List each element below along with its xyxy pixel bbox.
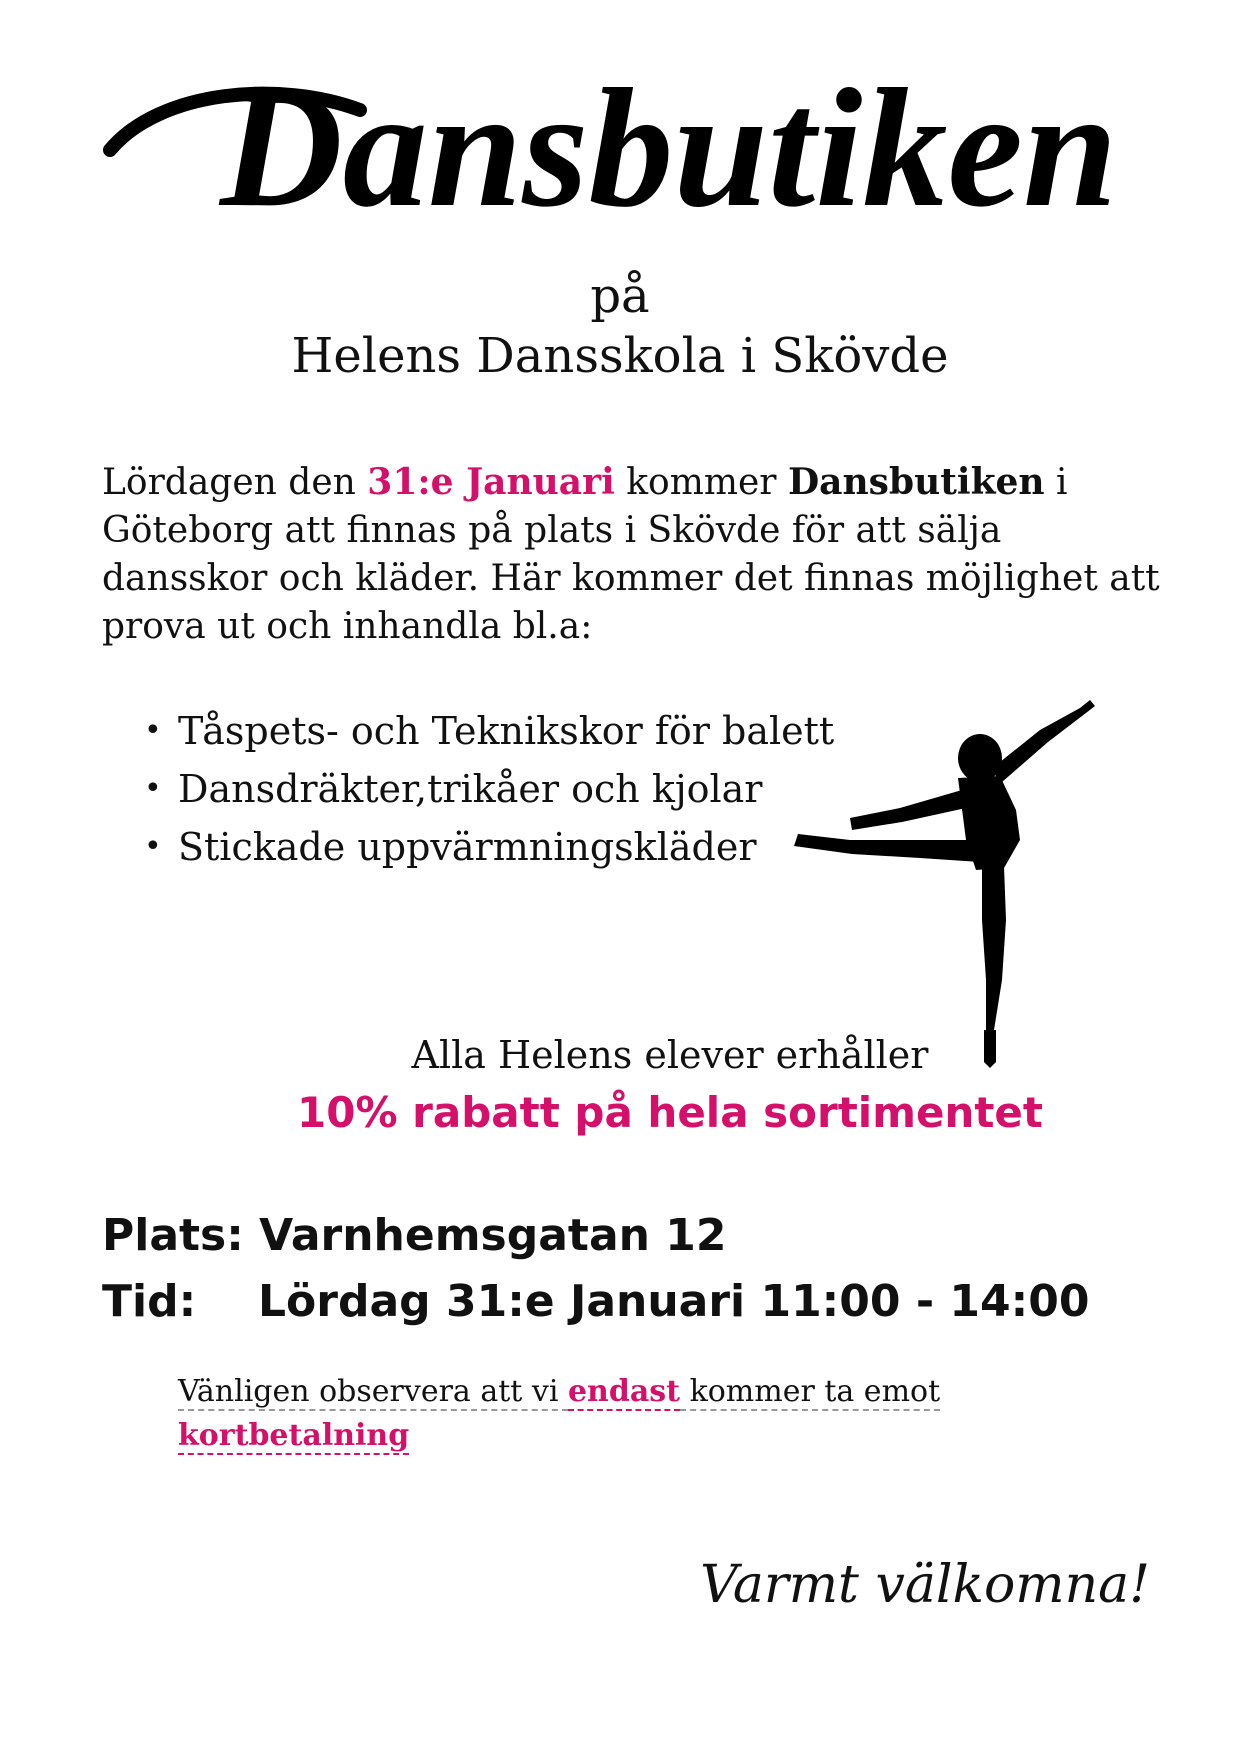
place-value: Varnhemsgatan 12 — [259, 1210, 727, 1261]
payment-note — [178, 1370, 998, 1458]
offer-intro: Alla Helens elever erhåller — [411, 1033, 929, 1077]
logo-wordmark: Dansbutiken — [220, 54, 1118, 240]
dansbutiken-logo — [100, 40, 1140, 240]
time-line — [102, 1272, 1202, 1332]
bullet-icon: • — [144, 713, 162, 748]
time-label: Tid: — [102, 1276, 197, 1327]
paragraph-part-1: Lördagen den — [102, 462, 368, 503]
place-line — [102, 1206, 1162, 1266]
bullet-icon: • — [144, 829, 162, 864]
note-emphasis-only: endast — [567, 1374, 681, 1409]
intro-line-1: på — [590, 268, 650, 324]
note-part-1: Vänligen observera att vi — [178, 1374, 568, 1409]
event-date: 31:e Januari — [367, 461, 615, 503]
list-item — [140, 818, 860, 876]
note-part-2: kommer ta emot — [680, 1374, 941, 1409]
list-item-label: Stickade uppvärmningskläder — [178, 825, 757, 869]
paragraph-part-2: kommer — [614, 462, 788, 503]
list-item — [140, 702, 860, 760]
discount-banner: 10% rabatt på hela sortimentet — [297, 1088, 1043, 1137]
place-label: Plats: — [102, 1210, 244, 1261]
time-value: Lördag 31:e Januari 11:00 - 14:00 — [258, 1276, 1090, 1327]
list-item — [140, 760, 860, 818]
note-emphasis-card: kortbetalning — [178, 1418, 410, 1453]
logo-graphic — [100, 40, 1140, 240]
bullet-icon: • — [144, 771, 162, 806]
brand-name: Dansbutiken — [787, 461, 1045, 503]
product-list — [140, 702, 860, 876]
intro-paragraph — [102, 458, 1162, 651]
list-item-label: Tåspets- och Teknikskor för balett — [178, 709, 835, 753]
ballerina-silhouette-icon — [790, 690, 1160, 1070]
closing-greeting: Varmt välkomna! — [700, 1555, 1150, 1615]
school-name: Helens Dansskola i Skövde — [291, 328, 949, 384]
list-item-label: Dansdräkter,trikåer och kjolar — [178, 767, 763, 811]
paragraph-part-3: i Göteborg att finnas på plats i Skövde för att sälja dansskor och kläder. Här kommer det finnas möjlighet att prova ut och inhandla bl.a: — [102, 462, 1160, 647]
